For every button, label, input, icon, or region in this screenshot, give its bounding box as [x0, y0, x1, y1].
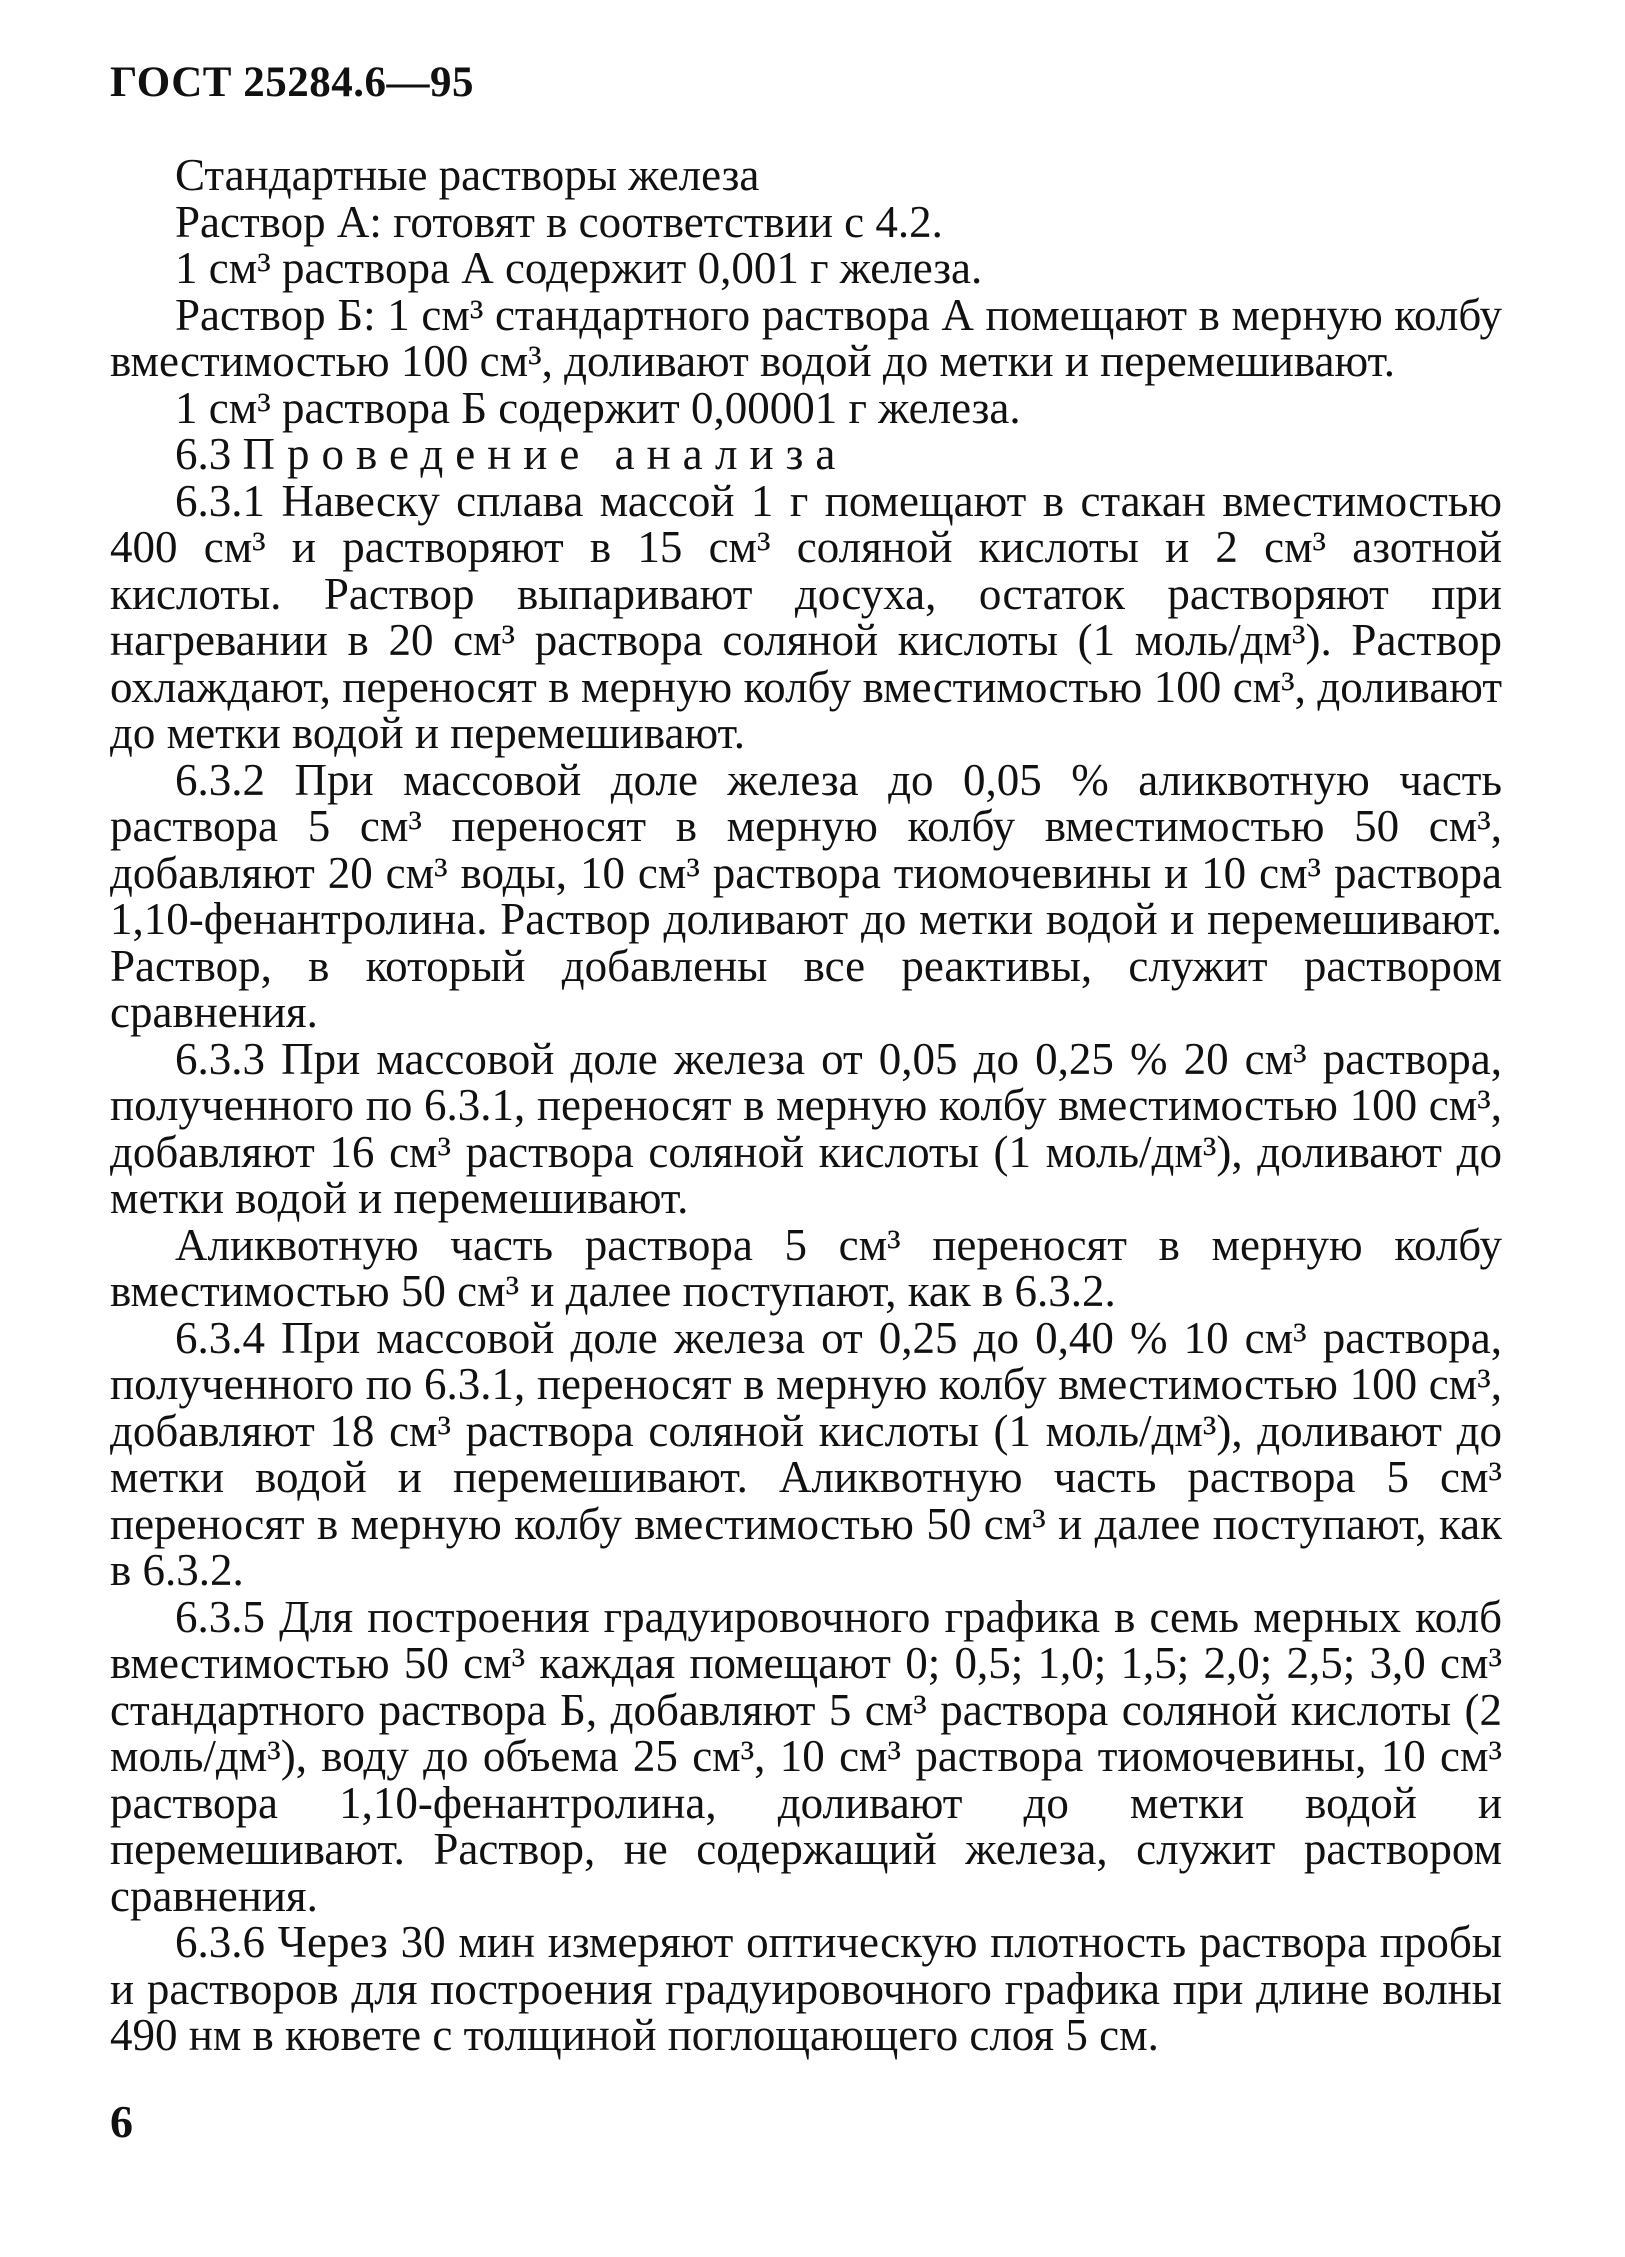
- paragraph-standard-solutions: Стандартные растворы железа: [175, 150, 760, 200]
- paragraph-6-3-4: 6.3.4 При массовой доле железа от 0,25 до 0,40 % 10 см³ раствора, полученного по 6.3.1, переносят в мерную колбу вместимостью 100 см³, добавляют 18 см³ раствора соляной кислоты (1 моль/дм³), доливают до метки водой и перемешивают. Аликвотную часть раствора 5 см³ переносят в мерную колбу вместимостью 50 см³ и далее поступают, как в 6.3.2.: [110, 1312, 1502, 1595]
- section-title: Проведение анализа: [242, 429, 848, 479]
- paragraph-6-3-2: 6.3.2 При массовой доле железа до 0,05 % аликвотную часть раствора 5 см³ переносят в мерную колбу вместимостью 50 см³, добавляют 20 см³ воды, 10 см³ раствора тиомочевины и 10 см³ раствора 1,10-фенантролина. Раствор доливают до метки водой и перемешивают. Раствор, в который добавлены все реактивы, служит раствором сравнения.: [110, 754, 1502, 1037]
- paragraph-solution-a-content: 1 см³ раствора А содержит 0,001 г железа.: [175, 243, 983, 293]
- page-number: 6: [110, 2096, 133, 2147]
- paragraph-solution-b: Раствор Б: 1 см³ стандартного раствора А помещают в мерную колбу вместимостью 100 см³, доливают водой до метки и перемешивают.: [110, 289, 1502, 386]
- paragraph-6-3-6: 6.3.6 Через 30 мин измеряют оптическую плотность раствора пробы и растворов для построения градуировочного графика при длине волны 490 нм в кювете с толщиной поглощающего слоя 5 см.: [110, 1917, 1502, 2060]
- paragraph-solution-a: Раствор А: готовят в соответствии с 4.2.: [175, 196, 943, 247]
- paragraph-6-3-3: 6.3.3 При массовой доле железа от 0,05 до 0,25 % 20 см³ раствора, полученного по 6.3.1, переносят в мерную колбу вместимостью 100 см³, добавляют 16 см³ раствора соляной кислоты (1 моль/дм³), доливают до метки водой и перемешивают.: [110, 1033, 1502, 1223]
- section-number: 6.3: [175, 429, 232, 479]
- standard-header: ГОСТ 25284.6—95: [110, 59, 474, 106]
- paragraph-6-3-3-aliquot: Аликвотную часть раствора 5 см³ переносят в мерную колбу вместимостью 50 см³ и далее поступают, как в 6.3.2.: [110, 1219, 1502, 1316]
- section-heading-6-3: [110, 431, 1502, 478]
- document-body: [110, 152, 1502, 2059]
- paragraph-solution-b-content: 1 см³ раствора Б содержит 0,00001 г железа.: [175, 382, 1021, 433]
- paragraph-6-3-5: 6.3.5 Для построения градуировочного графика в семь мерных колб вместимостью 50 см³ каждая помещают 0; 0,5; 1,0; 1,5; 2,0; 2,5; 3,0 см³ стандартного раствора Б, добавляют 5 см³ раствора соляной кислоты (2 моль/дм³), воду до объема 25 см³, 10 см³ раствора тиомочевины, 10 см³ раствора 1,10-фенантролина, доливают до метки водой и перемешивают. Раствор, не содержащий железа, служит раствором сравнения.: [110, 1591, 1502, 1921]
- paragraph-6-3-1: 6.3.1 Навеску сплава массой 1 г помещают в стакан вместимостью 400 см³ и растворяют в 15 см³ соляной кислоты и 2 см³ азотной кислоты. Раствор выпаривают досуха, остаток растворяют при нагревании в 20 см³ раствора соляной кислоты (1 моль/дм³). Раствор охлаждают, переносят в мерную колбу вместимостью 100 см³, доливают до метки водой и перемешивают.: [110, 475, 1502, 758]
